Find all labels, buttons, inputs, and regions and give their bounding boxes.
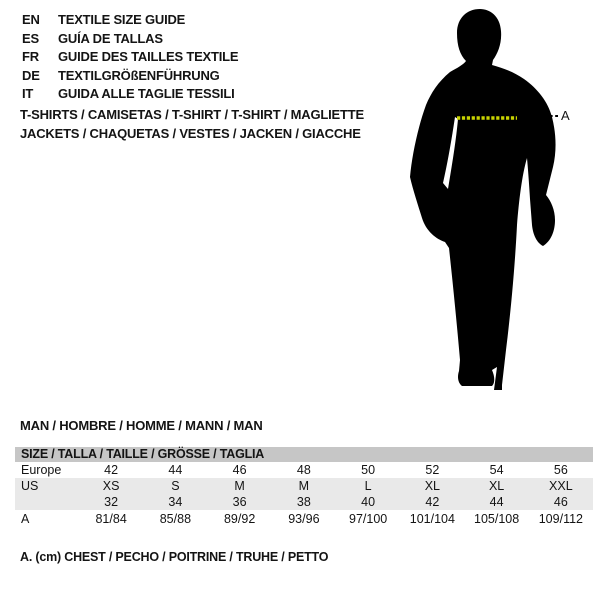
language-row (22, 11, 238, 30)
size-cell: 50 (361, 463, 376, 477)
size-cell: 54 (489, 463, 504, 477)
size-table-header: SIZE / TALLA / TAILLE / GRÖSSE / TAGLIA (15, 447, 593, 462)
language-row (22, 30, 238, 49)
size-cell: 48 (296, 463, 311, 477)
guide-title: GUIDA ALLE TAGLIE TESSILI (58, 86, 235, 102)
size-cell: XS (102, 479, 120, 493)
table-row-chest (15, 510, 593, 528)
category-lines (20, 105, 364, 143)
language-row (22, 67, 238, 86)
guide-title: TEXTILGRÖßENFÜHRUNG (58, 67, 220, 83)
row-label (15, 494, 79, 510)
size-cell: M (298, 479, 310, 493)
size-cell: 89/92 (223, 512, 256, 526)
size-cell: 56 (553, 463, 568, 477)
size-cell: 32 (104, 495, 119, 509)
table-row-europe (15, 462, 593, 478)
size-cell: 81/84 (95, 512, 127, 526)
man-silhouette (400, 5, 575, 395)
category-jackets: JACKETS / CHAQUETAS / VESTES / JACKEN / GIACCHE (20, 126, 361, 141)
table-row-us-numeric (15, 494, 593, 510)
size-cell: 52 (425, 463, 440, 477)
guide-title: GUÍA DE TALLAS (58, 30, 163, 46)
size-cell: 85/88 (159, 512, 192, 526)
size-cell: 44 (168, 463, 183, 477)
size-cell: 105/108 (474, 512, 520, 526)
language-code: DE (22, 67, 40, 83)
language-code: ES (22, 30, 39, 46)
table-row-us (15, 478, 593, 494)
size-cell: 44 (489, 495, 504, 509)
size-cell: S (171, 479, 180, 493)
size-cell: 42 (104, 463, 119, 477)
size-cell: 38 (296, 495, 311, 509)
size-cell: 109/112 (538, 512, 583, 526)
language-list (22, 11, 238, 104)
size-cell: XXL (549, 479, 573, 493)
size-table (15, 447, 593, 528)
row-label: US (21, 479, 39, 493)
man-body-shape (410, 9, 556, 390)
guide-title: GUIDE DES TAILLES TEXTILE (58, 49, 239, 65)
size-cell: 42 (425, 495, 440, 509)
size-cell: 101/104 (409, 512, 455, 526)
row-label: Europe (21, 463, 62, 477)
section-title: MAN / HOMBRE / HOMME / MANN / MAN (20, 418, 263, 433)
language-row (22, 48, 238, 67)
language-code: IT (22, 86, 34, 102)
size-cell: L (364, 479, 372, 493)
size-cell: 34 (168, 495, 183, 509)
size-cell: 46 (553, 495, 568, 509)
category-tshirts: T-SHIRTS / CAMISETAS / T-SHIRT / T-SHIRT / MAGLIETTE (20, 107, 364, 122)
language-code: EN (22, 12, 40, 27)
language-code: FR (22, 49, 39, 65)
size-cell: 40 (361, 495, 376, 509)
size-cell: 93/96 (288, 512, 320, 526)
row-label: A (21, 512, 30, 526)
measure-label-a: A (561, 108, 570, 123)
measurement-footnote: A. (cm) CHEST / PECHO / POITRINE / TRUHE / PETTO (20, 550, 329, 564)
size-cell: XL (488, 479, 505, 493)
language-row (22, 85, 238, 104)
guide-title: TEXTILE SIZE GUIDE (58, 12, 186, 27)
size-cell: 97/100 (349, 512, 388, 526)
size-cell: M (234, 479, 245, 493)
size-cell: XL (424, 479, 441, 493)
size-cell: 46 (232, 463, 247, 477)
size-cell: 36 (232, 495, 247, 509)
